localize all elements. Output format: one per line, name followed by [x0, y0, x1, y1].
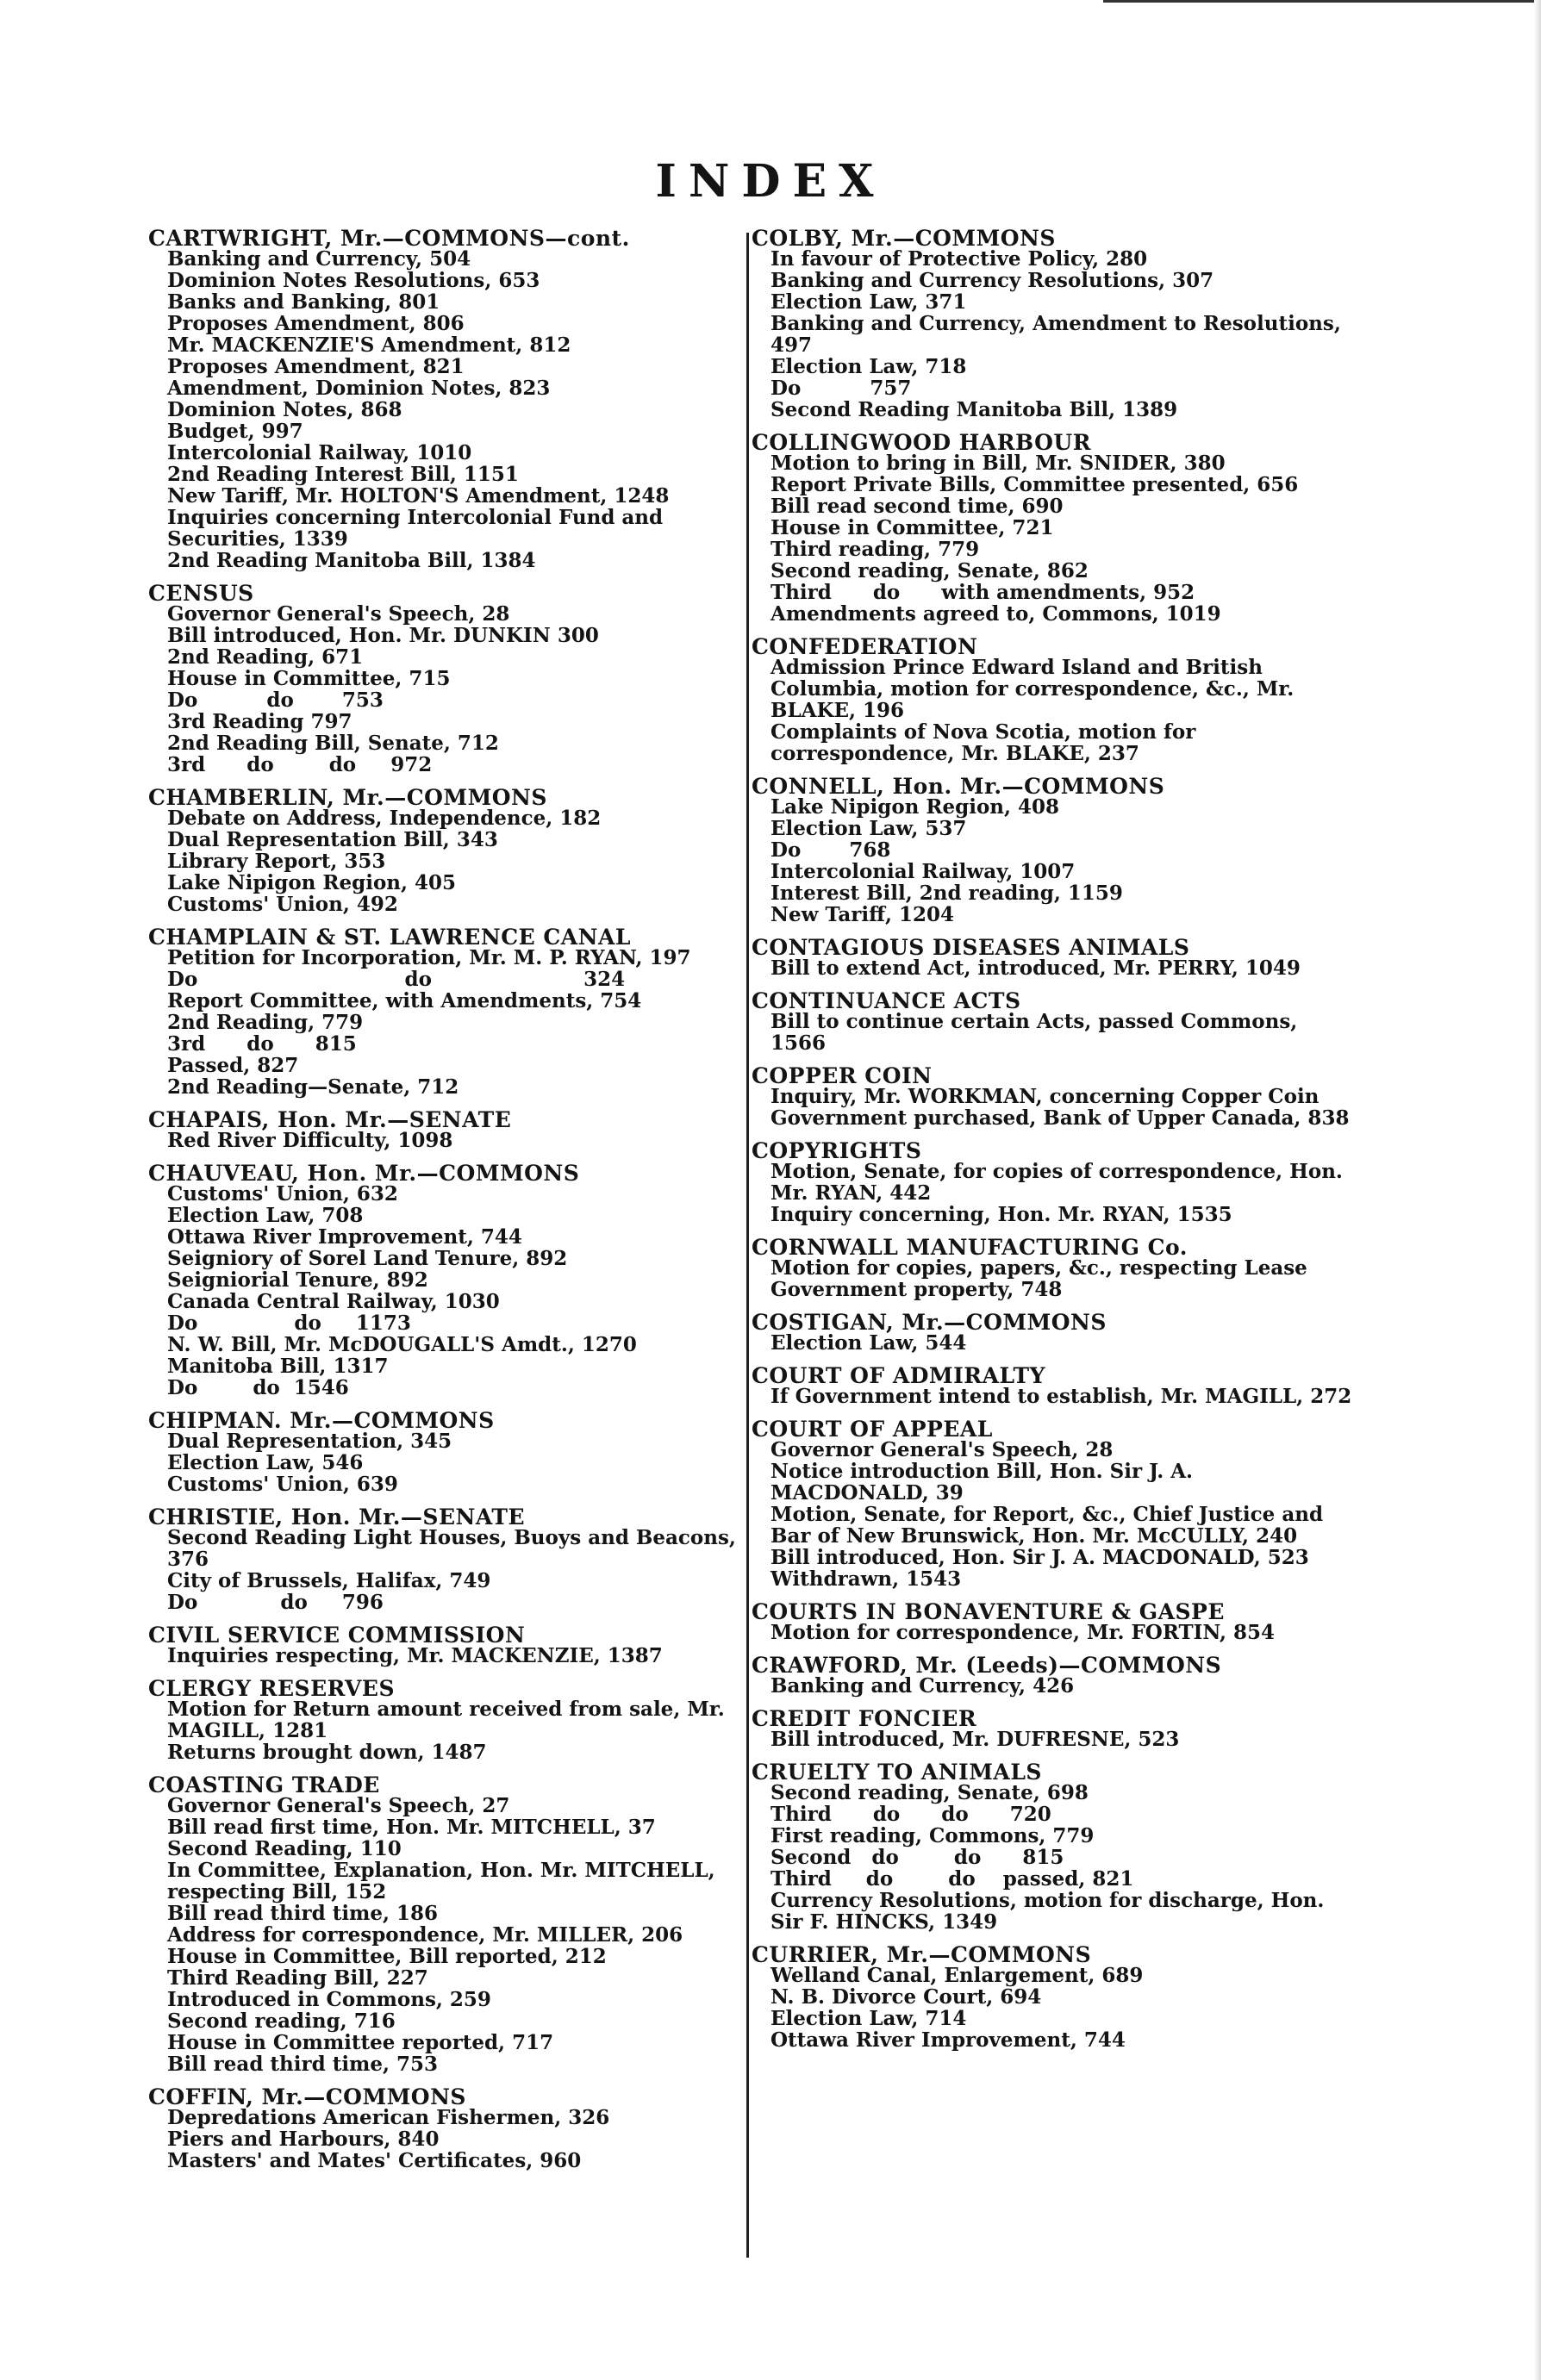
- index-entry: [752, 776, 1355, 925]
- entry-item: Third do do passed, 821: [770, 1867, 1134, 1891]
- entry-heading: COSTIGAN, Mr.—COMMONS: [752, 1310, 1107, 1335]
- entry-item: Mr. MACKENZIE'S Amendment, 812: [167, 333, 571, 357]
- index-entry: [148, 1408, 743, 1496]
- entry-heading: CRUELTY TO ANIMALS: [752, 1760, 1042, 1785]
- entry-heading: CONTINUANCE ACTS: [752, 988, 1021, 1013]
- entry-item: 3rd do do 972: [167, 753, 433, 776]
- entry-item: Bill introduced, Mr. DUFRESNE, 523: [770, 1728, 1180, 1751]
- entry-heading: COLBY, Mr.—COMMONS: [752, 226, 1056, 251]
- entry-heading: COFFIN, Mr.—COMMONS: [148, 2084, 466, 2109]
- entry-item: House in Committee, 715: [167, 667, 451, 690]
- entry-item: Bill to extend Act, introduced, Mr. PERRY, 1049: [770, 956, 1301, 980]
- index-entry: [148, 228, 743, 571]
- entry-item: Banking and Currency, Amendment to Resolutions, 497: [770, 312, 1348, 357]
- entry-item: Customs' Union, 632: [167, 1182, 398, 1206]
- entry-item: Proposes Amendment, 806: [167, 312, 465, 335]
- entry-item: N. W. Bill, Mr. McDOUGALL'S Amdt., 1270: [167, 1333, 637, 1356]
- entry-item: Third do do 720: [770, 1803, 1051, 1826]
- entry-item: Bill read second time, 690: [770, 495, 1064, 518]
- entry-item: Election Law, 537: [770, 817, 967, 840]
- entry-item: City of Brussels, Halifax, 749: [167, 1569, 491, 1592]
- entry-heading: COLLINGWOOD HARBOUR: [752, 430, 1091, 455]
- entry-item: Second do do 815: [770, 1846, 1064, 1869]
- entry-item: Third Reading Bill, 227: [167, 1966, 428, 1990]
- index-entry: [752, 1312, 1355, 1354]
- index-entry: [148, 583, 743, 776]
- entry-heading: CLERGY RESERVES: [148, 1676, 396, 1701]
- entry-item: Seigniory of Sorel Land Tenure, 892: [167, 1247, 568, 1270]
- entry-item: Do do 324: [167, 968, 626, 991]
- entry-heading: COPPER COIN: [752, 1063, 933, 1088]
- entry-item: Complaints of Nova Scotia, motion for correspondence, Mr. BLAKE, 237: [770, 720, 1203, 765]
- entry-item: Intercolonial Railway, 1010: [167, 441, 472, 464]
- entry-item: Passed, 827: [167, 1054, 299, 1077]
- index-entry: [752, 1655, 1355, 1697]
- entry-item: Petition for Incorporation, Mr. M. P. RYAN, 197: [167, 946, 691, 969]
- entry-item: Motion, Senate, for Report, &c., Chief Justice and Bar of New Brunswick, Hon. Mr. McCULLY, 240: [770, 1503, 1331, 1548]
- index-entry: [752, 634, 1355, 765]
- entry-item: Ottawa River Improvement, 744: [770, 2028, 1126, 2052]
- entry-item: Inquiries concerning Intercolonial Fund and Securities, 1339: [167, 506, 671, 551]
- entry-item: In Committee, Explanation, Hon. Mr. MITCHELL, respecting Bill, 152: [167, 1859, 722, 1903]
- entry-heading: CURRIER, Mr.—COMMONS: [752, 1942, 1092, 1967]
- left-column: [148, 228, 743, 2184]
- entry-item: New Tariff, 1204: [770, 903, 955, 926]
- entry-item: 2nd Reading Manitoba Bill, 1384: [167, 549, 536, 572]
- entry-heading: CENSUS: [148, 581, 254, 606]
- entry-item: Governor General's Speech, 28: [167, 602, 510, 626]
- entry-item: 2nd Reading—Senate, 712: [167, 1075, 459, 1099]
- entry-item: Red River Difficulty, 1098: [167, 1129, 453, 1152]
- entry-item: House in Committee reported, 717: [167, 2031, 554, 2054]
- entry-item: Seigniorial Tenure, 892: [167, 1268, 428, 1292]
- entry-heading: CONFEDERATION: [752, 634, 978, 659]
- entry-item: Dual Representation, 345: [167, 1430, 452, 1453]
- entry-item: Report Committee, with Amendments, 754: [167, 989, 642, 1012]
- entry-item: Second reading, Senate, 698: [770, 1781, 1089, 1804]
- entry-heading: CRAWFORD, Mr. (Leeds)—COMMONS: [752, 1653, 1222, 1678]
- entry-item: Amendment, Dominion Notes, 823: [167, 377, 551, 400]
- entry-item: Library Report, 353: [167, 850, 386, 873]
- entry-item: Motion for Return amount received from sale, Mr. MAGILL, 1281: [167, 1698, 732, 1742]
- entry-item: Dual Representation Bill, 343: [167, 828, 498, 851]
- index-entry: [148, 1625, 743, 1667]
- index-entry: [752, 430, 1355, 626]
- right-column: [752, 228, 1355, 2063]
- entry-item: 3rd do 815: [167, 1032, 357, 1056]
- entry-item: Report Private Bills, Committee presented, 656: [770, 473, 1299, 496]
- entry-item: Second Reading Manitoba Bill, 1389: [770, 398, 1178, 421]
- entry-heading: CHAMPLAIN & ST. LAWRENCE CANAL: [148, 925, 631, 950]
- entry-item: 2nd Reading, 779: [167, 1011, 364, 1034]
- entry-item: Election Law, 544: [770, 1331, 967, 1355]
- entry-item: Banks and Banking, 801: [167, 290, 440, 314]
- entry-heading: CORNWALL MANUFACTURING Co.: [752, 1235, 1188, 1260]
- entry-heading: CHAMBERLIN, Mr.—COMMONS: [148, 785, 547, 810]
- entry-item: Do 768: [770, 838, 891, 862]
- entry-item: Inquiry concerning, Hon. Mr. RYAN, 1535: [770, 1203, 1232, 1226]
- index-entry: [148, 2084, 743, 2172]
- entry-heading: COURT OF ADMIRALTY: [752, 1363, 1045, 1388]
- index-entry: [148, 1676, 743, 1764]
- index-entry: [752, 1063, 1355, 1130]
- entry-heading: COURTS IN BONAVENTURE & GASPE: [752, 1599, 1225, 1624]
- entry-heading: COPYRIGHTS: [752, 1138, 922, 1163]
- entry-item: Election Law, 371: [770, 290, 967, 314]
- entry-item: Masters' and Mates' Certificates, 960: [167, 2149, 582, 2172]
- entry-heading: COASTING TRADE: [148, 1773, 380, 1797]
- entry-item: Governor General's Speech, 27: [167, 1794, 510, 1817]
- index-entry: [148, 785, 743, 916]
- entry-heading: CARTWRIGHT, Mr.—COMMONS—cont.: [148, 226, 630, 251]
- entry-item: 2nd Reading Bill, Senate, 712: [167, 732, 499, 755]
- entry-item: Canada Central Railway, 1030: [167, 1290, 500, 1313]
- entry-item: Inquiries respecting, Mr. MACKENZIE, 1387: [167, 1644, 663, 1667]
- column-divider: [746, 233, 749, 2258]
- entry-item: Motion for correspondence, Mr. FORTIN, 854: [770, 1621, 1275, 1644]
- page-title: INDEX: [655, 155, 886, 208]
- index-entry: [752, 1762, 1355, 1933]
- entry-heading: CIVIL SERVICE COMMISSION: [148, 1623, 526, 1648]
- index-entry: [752, 1706, 1355, 1751]
- entry-item: Amendments agreed to, Commons, 1019: [770, 602, 1221, 626]
- entry-heading: CHRISTIE, Hon. Mr.—SENATE: [148, 1505, 526, 1530]
- entry-item: Motion for copies, papers, &c., respecting Lease Government property, 748: [770, 1256, 1314, 1301]
- entry-item: Customs' Union, 492: [167, 893, 398, 916]
- entry-item: House in Committee, 721: [770, 516, 1054, 539]
- entry-item: Do do 1173: [167, 1311, 411, 1335]
- entry-item: Interest Bill, 2nd reading, 1159: [770, 882, 1123, 905]
- entry-item: Election Law, 546: [167, 1451, 364, 1474]
- index-entry: [148, 1507, 743, 1613]
- entry-item: Do do 753: [167, 688, 384, 712]
- entry-item: 2nd Reading, 671: [167, 645, 364, 669]
- entry-item: Bill read third time, 186: [167, 1902, 439, 1925]
- entry-item: Debate on Address, Independence, 182: [167, 807, 602, 830]
- entry-item: Banking and Currency, 504: [167, 247, 471, 271]
- entry-item: Lake Nipigon Region, 405: [167, 871, 457, 894]
- entry-item: Depredations American Fishermen, 326: [167, 2106, 610, 2129]
- entry-item: Piers and Harbours, 840: [167, 2128, 440, 2151]
- index-entry: [148, 1775, 743, 2075]
- entry-item: N. B. Divorce Court, 694: [770, 1985, 1042, 2009]
- entry-item: Governor General's Speech, 28: [770, 1438, 1114, 1461]
- index-entry: [752, 1237, 1355, 1300]
- entry-item: House in Committee, Bill reported, 212: [167, 1945, 607, 1968]
- entry-item: 3rd Reading 797: [167, 710, 352, 733]
- entry-item: Inquiry, Mr. WORKMAN, concerning Copper Coin Government purchased, Bank of Upper Canada, 838: [770, 1085, 1350, 1130]
- entry-item: Second Reading Light Houses, Buoys and Beacons, 376: [167, 1526, 743, 1571]
- entry-item: Customs' Union, 639: [167, 1473, 398, 1496]
- entry-item: Dominion Notes, 868: [167, 398, 402, 421]
- index-entry: [752, 1138, 1355, 1226]
- entry-item: Withdrawn, 1543: [770, 1567, 962, 1591]
- index-entry: [752, 988, 1355, 1055]
- entry-item: Currency Resolutions, motion for discharge, Hon. Sir F. HINCKS, 1349: [770, 1889, 1332, 1934]
- entry-item: Budget, 997: [167, 420, 303, 443]
- entry-item: Second reading, Senate, 862: [770, 559, 1089, 583]
- entry-item: Lake Nipigon Region, 408: [770, 795, 1060, 819]
- entry-item: Banking and Currency, 426: [770, 1674, 1075, 1698]
- entry-heading: CONTAGIOUS DISEASES ANIMALS: [752, 935, 1190, 960]
- entry-item: Address for correspondence, Mr. MILLER, 206: [167, 1923, 683, 1947]
- entry-item: Election Law, 708: [167, 1204, 364, 1227]
- entry-item: Third reading, 779: [770, 538, 980, 561]
- entry-item: Bill read first time, Hon. Mr. MITCHELL, 37: [167, 1816, 656, 1839]
- entry-item: Do do 1546: [167, 1376, 349, 1399]
- index-entry: [752, 1942, 1355, 2052]
- entry-item: Second reading, 716: [167, 2009, 396, 2033]
- entry-item: New Tariff, Mr. HOLTON'S Amendment, 1248: [167, 484, 670, 508]
- index-entry: [752, 1599, 1355, 1644]
- entry-item: Bill introduced, Hon. Sir J. A. MACDONALD, 523: [770, 1546, 1309, 1569]
- entry-item: Notice introduction Bill, Hon. Sir J. A. MACDONALD, 39: [770, 1460, 1201, 1505]
- index-entry: [148, 1107, 743, 1152]
- entry-item: Returns brought down, 1487: [167, 1741, 487, 1764]
- entry-item: Introduced in Commons, 259: [167, 1988, 491, 2011]
- entry-item: Election Law, 714: [770, 2007, 967, 2030]
- index-entry: [752, 1419, 1355, 1590]
- entry-item: Dominion Notes Resolutions, 653: [167, 269, 540, 292]
- entry-item: Welland Canal, Enlargement, 689: [770, 1964, 1144, 1987]
- index-entry: [752, 935, 1355, 980]
- entry-item: Motion, Senate, for copies of correspondence, Hon. Mr. RYAN, 442: [770, 1160, 1350, 1205]
- entry-item: Manitoba Bill, 1317: [167, 1355, 389, 1378]
- entry-item: Proposes Amendment, 821: [167, 355, 465, 378]
- entry-item: In favour of Protective Policy, 280: [770, 247, 1148, 271]
- index-entry: [148, 1163, 743, 1399]
- entry-heading: COURT OF APPEAL: [752, 1417, 993, 1442]
- entry-heading: CHIPMAN. Mr.—COMMONS: [148, 1408, 495, 1433]
- entry-item: Motion to bring in Bill, Mr. SNIDER, 380: [770, 452, 1226, 475]
- entry-heading: CHAPAIS, Hon. Mr.—SENATE: [148, 1107, 512, 1132]
- entry-item: Ottawa River Improvement, 744: [167, 1225, 522, 1249]
- entry-item: Bill to continue certain Acts, passed Commons, 1566: [770, 1010, 1305, 1055]
- entry-heading: CHAUVEAU, Hon. Mr.—COMMONS: [148, 1161, 580, 1186]
- entry-item: Second Reading, 110: [167, 1837, 402, 1860]
- entry-item: Admission Prince Edward Island and British Columbia, motion for correspondence, &c., Mr. BLAKE, 196: [770, 656, 1301, 722]
- entry-heading: CREDIT FONCIER: [752, 1706, 977, 1731]
- entry-item: Do 757: [770, 377, 912, 400]
- entry-item: Intercolonial Railway, 1007: [770, 860, 1076, 883]
- index-entry: [752, 1363, 1355, 1408]
- entry-item: If Government intend to establish, Mr. MAGILL, 272: [770, 1385, 1352, 1408]
- top-edge-line: [1103, 0, 1541, 3]
- page-edge-shadow: [1534, 0, 1541, 2380]
- entry-item: Do do 796: [167, 1591, 384, 1614]
- entry-item: Banking and Currency Resolutions, 307: [770, 269, 1214, 292]
- entry-heading: CONNELL, Hon. Mr.—COMMONS: [752, 774, 1165, 799]
- entry-item: First reading, Commons, 779: [770, 1824, 1095, 1847]
- entry-item: Third do with amendments, 952: [770, 581, 1195, 604]
- entry-item: 2nd Reading Interest Bill, 1151: [167, 463, 519, 486]
- index-entry: [752, 228, 1355, 421]
- index-entry: [148, 927, 743, 1098]
- entry-item: Bill read third time, 753: [167, 2053, 439, 2076]
- entry-item: Election Law, 718: [770, 355, 967, 378]
- entry-item: Bill introduced, Hon. Mr. DUNKIN 300: [167, 624, 599, 647]
